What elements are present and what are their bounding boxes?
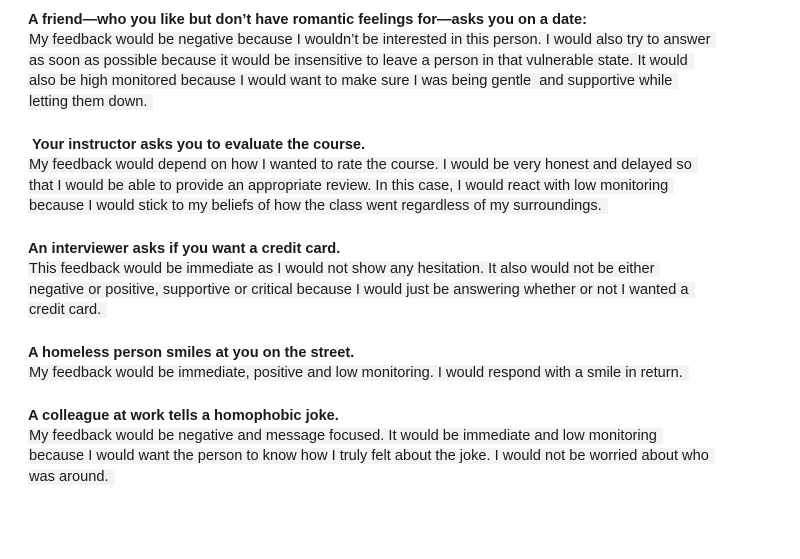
paragraph-line: My feedback would be negative because I wouldn’t be interested in this person. I would also try to answer: [28, 30, 788, 51]
section-paragraph: [28, 259, 788, 321]
section-friend-date: [28, 10, 788, 113]
section-heading: A friend—who you like but don’t have romantic feelings for—asks you on a date:: [28, 12, 587, 28]
section-instructor-evaluation: [28, 135, 788, 217]
section-paragraph: [28, 30, 788, 113]
paragraph-line: My feedback would be immediate, positive and low monitoring. I would respond with a smile in return.: [28, 363, 788, 384]
paragraph-line: as soon as possible because it would be insensitive to leave a person in that vulnerable state. It would: [28, 51, 788, 72]
paragraph-line: negative or positive, supportive or critical because I would just be answering whether or not I wanted a: [28, 280, 788, 301]
paragraph-line: also be high monitored because I would want to make sure I was being gentle and supportive while: [28, 71, 788, 92]
section-paragraph: [28, 155, 788, 217]
paragraph-line: because I would stick to my beliefs of how the class went regardless of my surroundings.: [28, 196, 788, 217]
paragraph-line: letting them down.: [28, 92, 788, 113]
document-body: [28, 10, 788, 510]
section-credit-card: [28, 239, 788, 321]
paragraph-line: This feedback would be immediate as I would not show any hesitation. It also would not be either: [28, 259, 788, 280]
section-heading: A homeless person smiles at you on the street.: [28, 345, 355, 362]
section-paragraph: [28, 363, 788, 384]
section-paragraph: [28, 426, 788, 488]
paragraph-line: credit card.: [28, 300, 788, 321]
section-heading: Your instructor asks you to evaluate the course.: [32, 136, 366, 153]
paragraph-line: that I would be able to provide an appropriate review. In this case, I would react with low monitoring: [28, 176, 788, 197]
paragraph-line: My feedback would be negative and message focused. It would be immediate and low monitoring: [28, 426, 788, 447]
paragraph-line: was around.: [28, 467, 788, 488]
section-colleague-joke: [28, 406, 788, 488]
section-homeless-smile: [28, 343, 788, 384]
section-heading: An interviewer asks if you want a credit card.: [28, 240, 341, 257]
section-heading: A colleague at work tells a homophobic joke.: [28, 407, 339, 424]
paragraph-line: because I would want the person to know how I truly felt about the joke. I would not be worried about who: [28, 446, 788, 467]
paragraph-line: My feedback would depend on how I wanted to rate the course. I would be very honest and delayed so: [28, 155, 788, 176]
